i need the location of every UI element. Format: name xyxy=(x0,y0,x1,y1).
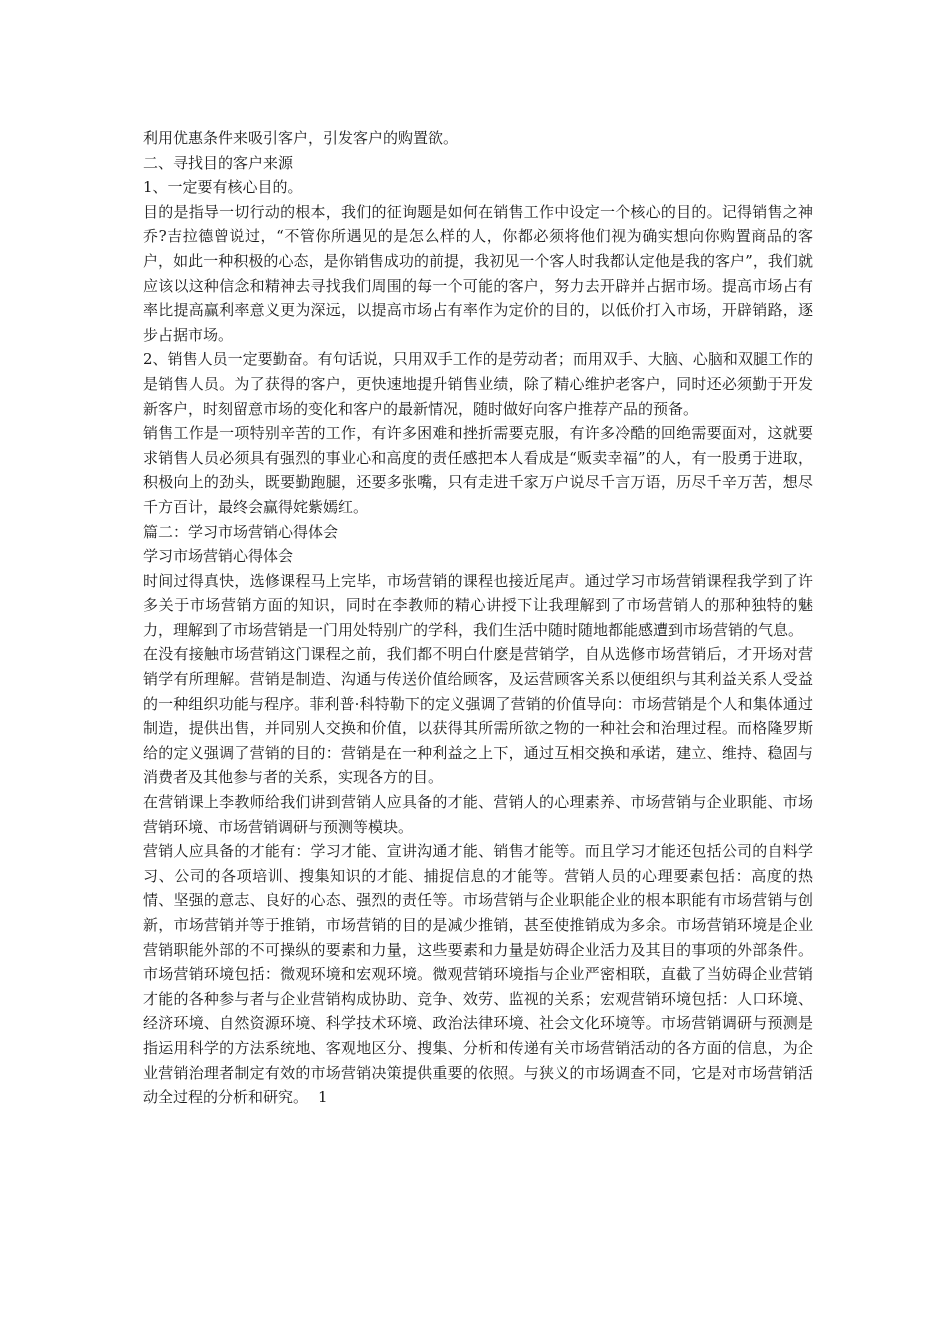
paragraph-text: 营销人应具备的才能有：学习才能、宣讲沟通才能、销售才能等。而且学习才能还包括公司的自料学习、公司的各项培训、搜集知识的才能、捕捉信息的才能等。营销人员的心理要素包括：高度的热情、坚强的意志、良好的心态、强烈的责任等。市场营销与企业职能企业的根本职能有市场营销与创新，市场营销并等于推销，市场营销的目的是减少推销，甚至使推销成为多余。市场营销环境是企业营销职能外部的不可操纵的要素和力量，这些要素和力量是妨碍企业活力及其目的事项的外部条件。市场营销环境包括：微观环境和宏观环境。微观营销环境指与企业严密相联，直截了当妨碍企业营销才能的各种参与者与企业营销构成协助、竞争、效劳、监视的关系；宏观营销环境包括：人口环境、经济环境、自然资源环境、科学技术环境、政治法律环境、社会文化环境等。市场营销调研与预测是指运用科学的方法系统地、客观地区分、搜集、分析和传递有关市场营销活动的各方面的信息，为企业营销治理者制定有效的市场营销决策提供重要的依照。与狭义的市场调查不同，它是对市场营销活动全过程的分析和研究。 xyxy=(143,842,813,1107)
paragraph: 目的是指导一切行动的根本，我们的征询题是如何在销售工作中设定一个核心的目的。记得销售之神乔?吉拉德曾说过，“不管你所遇见的是怎么样的人，你都必须将他们视为确实想向你购置商品的客户，如此一种积极的心态，是你销售成功的前提，我初见一个客人时我都认定他是我的客户”，我们就应该以这种信念和精神去寻找我们周围的每一个可能的客户，努力去开辟并占据市场。提高市场占有率比提高赢利率意义更为深远，以提高市场占有率作为定价的目的，以低价打入市场，开辟销路，逐步占据市场。 xyxy=(143,202,813,344)
section-heading: 二、寻找目的客户来源 xyxy=(143,153,294,172)
paragraph: 利用优惠条件来吸引客户，引发客户的购置欲。 xyxy=(143,129,459,147)
paragraph: 销售工作是一项特别辛苦的工作，有许多困难和挫折需要克服，有许多冷酷的回绝需要面对，这就要求销售人员必须具有强烈的事业心和高度的责任感把本人看成是“贩卖幸福”的人，有一股勇于进取，积极向上的劲头，既要勤跑腿，还要多张嘴，只有走进千家万户说尽千言万语，历尽千辛万苦，想尽千方百计，最终会赢得姹紫嫣红。 xyxy=(143,424,813,516)
paragraph: 时间过得真快，选修课程马上完毕，市场营销的课程也接近尾声。通过学习市场营销课程我学到了许多关于市场营销方面的知识，同时在李教师的精心讲授下让我理解到了市场营销人的那种独特的魅力，理解到了市场营销是一门用处特别广的学科，我们生活中随时随地都能感遭到市场营销的气息。 xyxy=(143,571,813,639)
chapter-heading: 篇二：学习市场营销心得体会 xyxy=(143,522,339,541)
paragraph-last xyxy=(143,839,813,1110)
sub-heading: 1、一定要有核心目的。 xyxy=(143,178,303,197)
page-number: 1 xyxy=(318,1088,328,1107)
document-body xyxy=(143,126,813,1110)
paragraph: 在没有接触市场营销这门课程之前，我们都不明白什麽是营销学，自从选修市场营销后，才开场对营销学有所理解。营销是制造、沟通与传送价值给顾客，及运营顾客关系以便组织与其利益关系人受益的一种组织功能与程序。菲利普·科特勒下的定义强调了营销的价值导向：市场营销是个人和集体通过制造，提供出售，并同别人交换和价值，以获得其所需所欲之物的一种社会和治理过程。而格隆罗斯给的定义强调了营销的目的：营销是在一种利益之上下，通过互相交换和承诺，建立、维持、稳固与消费者及其他参与者的关系，实现各方的目。 xyxy=(143,645,813,787)
paragraph: 在营销课上李教师给我们讲到营销人应具备的才能、营销人的心理素养、市场营销与企业职能、市场营销环境、市场营销调研与预测等模块。 xyxy=(143,793,813,836)
paragraph: 2、销售人员一定要勤奋。有句话说，只用双手工作的是劳动者；而用双手、大脑、心脑和双腿工作的是销售人员。为了获得的客户，更快速地提升销售业绩，除了精心维护老客户，同时还必须勤于开发新客户，时刻留意市场的变化和客户的最新情况，随时做好向客户推荐产品的预备。 xyxy=(143,350,813,418)
article-title: 学习市场营销心得体会 xyxy=(143,547,294,566)
